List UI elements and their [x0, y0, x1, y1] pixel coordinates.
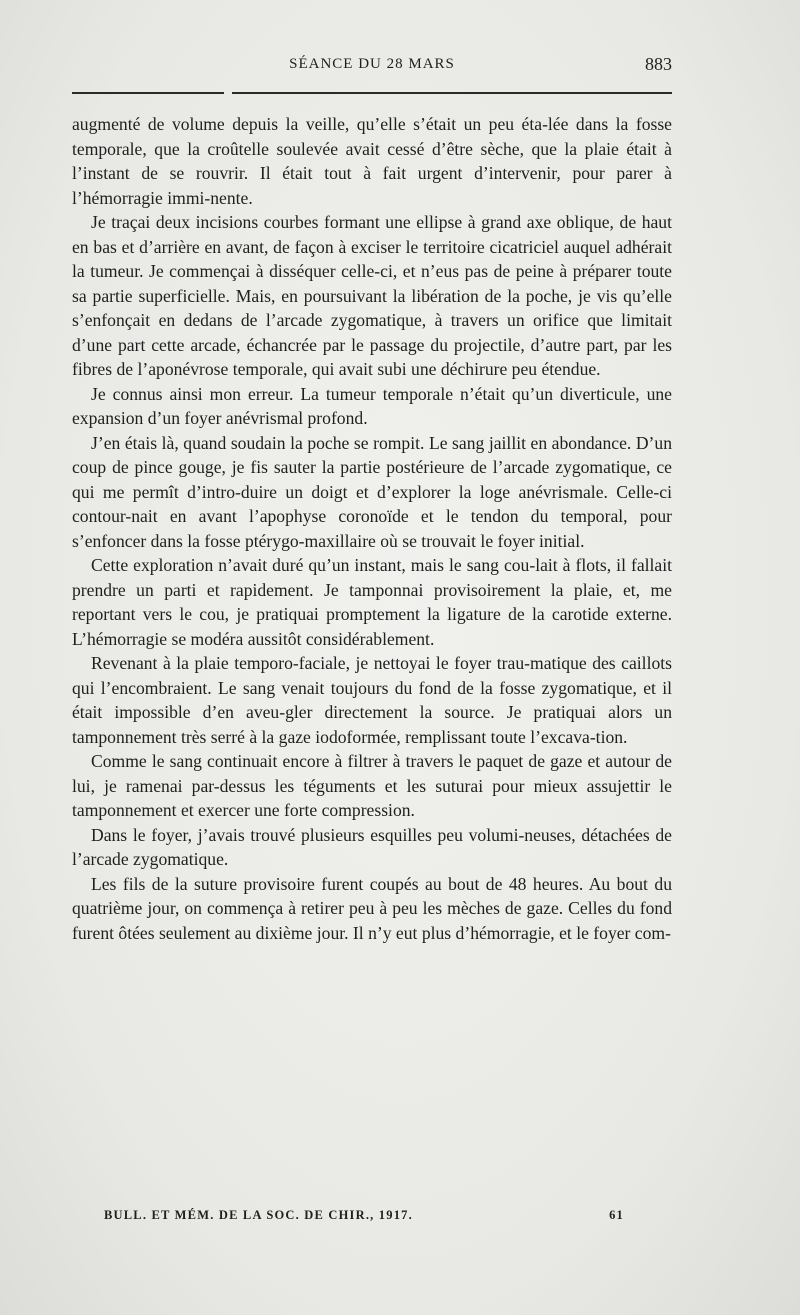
paragraph: augmenté de volume depuis la veille, qu’elle s’était un peu éta-lée dans la fosse temporale, que la croûtelle soulevée avait cessé d’être sèche, que la plaie était à l’instant de se rouvrir. Il était tout à fait urgent d’intervenir, pour parer à l’hémorragie immi-nente. — [72, 114, 672, 208]
paragraph: Revenant à la plaie temporo-faciale, je nettoyai le foyer trau-matique des caillots qui l’encombraient. Le sang venait toujours du fond de la fosse zygomatique, et il était impossible d’en aveu-gler directement la source. Je pratiquai alors un tamponnement très serré à la gaze iodoformée, remplissant toute l’excava-tion. — [72, 653, 672, 747]
paragraph: Je traçai deux incisions courbes formant une ellipse à grand axe oblique, de haut en bas et d’arrière en avant, de façon à exciser le territoire cicatriciel auquel adhérait la tumeur. Je commençai à disséquer celle-ci, et n’eus pas de peine à préparer toute sa partie superficielle. Mais, en poursuivant la libération de la poche, je vis qu’elle s’enfonçait en dedans de l’arcade zygomatique, à travers un orifice que limitait d’une part cette arcade, échancrée par le passage du projectile, d’autre part, par les fibres de l’aponévrose temporale, qui avait subi une déchirure peu étendue. — [72, 212, 672, 379]
page-header — [72, 52, 672, 80]
paragraph: Je connus ainsi mon erreur. La tumeur temporale n’était qu’un diverticule, une expansion d’un foyer anévrismal profond. — [72, 383, 672, 428]
running-title: SÉANCE DU 28 MARS — [289, 56, 455, 72]
header-rule-right — [232, 92, 672, 94]
paragraph: Dans le foyer, j’avais trouvé plusieurs esquilles peu volumi-neuses, détachées de l’arcade zygomatique. — [72, 824, 672, 869]
signature-mark: 61 — [609, 1208, 624, 1222]
paragraph: Cette exploration n’avait duré qu’un instant, mais le sang cou-lait à flots, il fallait prendre un parti et rapidement. Je tamponnai provisoirement la plaie, et, me reportant vers le cou, je pratiquai promptement la ligature de la carotide externe. L’hémorragie se modéra aussitôt considérablement. — [72, 555, 672, 649]
journal-citation: BULL. ET MÉM. DE LA SOC. DE CHIR., 1917. — [104, 1208, 413, 1222]
body-text — [72, 112, 672, 945]
page-footer — [104, 1208, 624, 1228]
page-number: 883 — [645, 54, 672, 74]
paragraph: J’en étais là, quand soudain la poche se rompit. Le sang jaillit en abondance. D’un coup de pince gouge, je fis sauter la partie postérieure de l’arcade zygomatique, ce qui me permît d’intro-duire un doigt et d’explorer la loge anévrismale. Celle-ci contour-nait en avant l’apophyse coronoïde et le tendon du temporal, pour s’enfoncer dans la fosse ptérygo-maxillaire où se trouvait le foyer initial. — [72, 432, 672, 551]
paragraph: Comme le sang continuait encore à filtrer à travers le paquet de gaze et autour de lui, je ramenai par-dessus les téguments et les suturai pour mieux assujettir le tamponnement et exercer une forte compression. — [72, 751, 672, 820]
header-rule-left — [72, 92, 224, 94]
paragraph: Les fils de la suture provisoire furent coupés au bout de 48 heures. Au bout du quatrième jour, on commença à retirer peu à peu les mèches de gaze. Celles du fond furent ôtées seulement au dixième jour. Il n’y eut plus d’hémorragie, et le foyer com- — [72, 873, 672, 943]
